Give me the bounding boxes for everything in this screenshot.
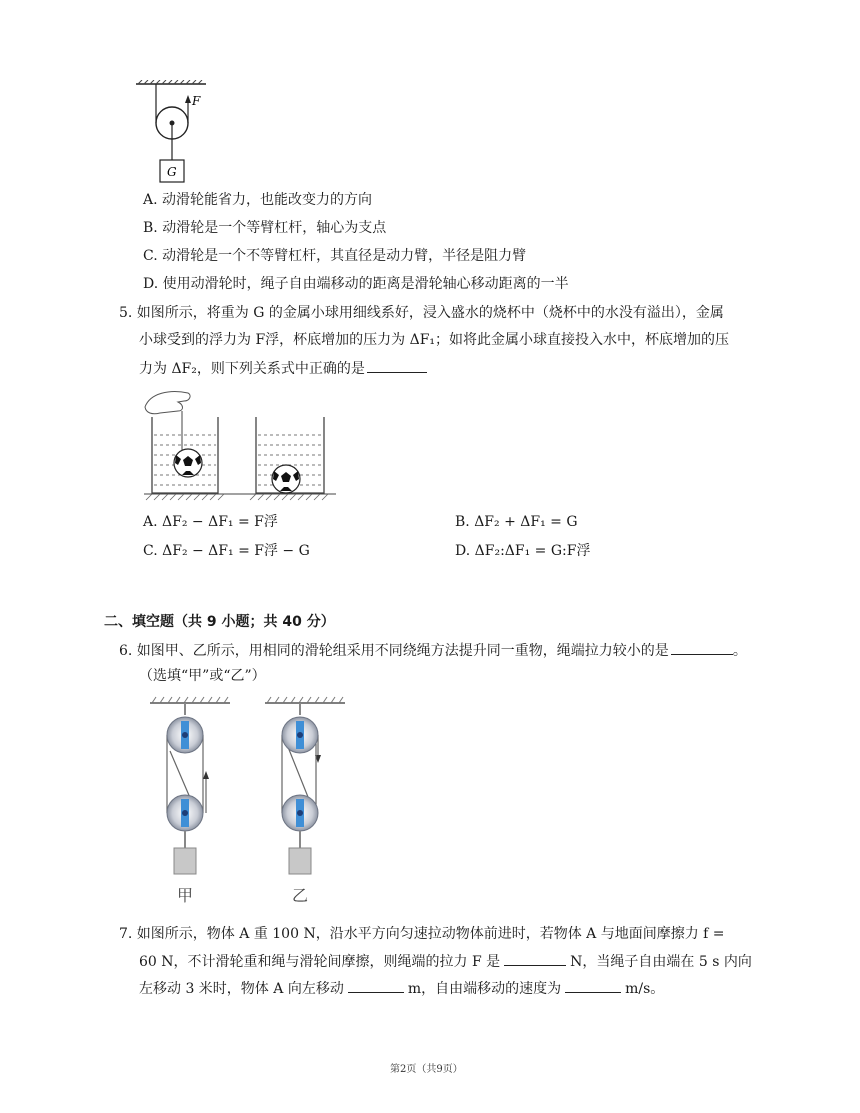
q4-option-b: B. 动滑轮是一个等臂杠杆，轴心为支点 xyxy=(143,220,387,236)
q6-answer-blank[interactable] xyxy=(671,640,733,655)
section-title-fill-in: 二、填空题（共 9 小题；共 40 分） xyxy=(104,614,335,630)
q5-option-a: A. ΔF₂ − ΔF₁ = F浮 xyxy=(143,514,278,530)
q5-option-b: B. ΔF₂ + ΔF₁ = G xyxy=(455,514,578,530)
q5-line-3 xyxy=(139,358,427,379)
beaker-ball-figure xyxy=(140,385,340,505)
q5-option-c: C. ΔF₂ − ΔF₁ = F浮 − G xyxy=(143,543,310,559)
movable-pulley-figure xyxy=(130,80,220,185)
q6-line-1-text: 6. 如图甲、乙所示，用相同的滑轮组采用不同绕绳方法提升同一重物，绳端拉力较小的是 xyxy=(119,643,669,659)
q6-line-1 xyxy=(119,640,747,661)
q7-line-1: 7. 如图所示，物体 A 重 100 N，沿水平方向匀速拉动物体前进时，若物体 A 与地面间摩擦力 f = xyxy=(119,926,725,942)
q4-option-d: D. 使用动滑轮时，绳子自由端移动的距离是滑轮轴心移动距离的一半 xyxy=(143,276,569,292)
q7-line-3-text-c: m/s。 xyxy=(625,981,665,997)
q4-option-c: C. 动滑轮是一个不等臂杠杆，其直径是动力臂，半径是阻力臂 xyxy=(143,248,527,264)
q7-line-3-text-a: 左移动 3 米时，物体 A 向左移动 xyxy=(139,981,344,997)
q5-answer-blank[interactable] xyxy=(367,358,427,373)
force-label: F xyxy=(192,94,201,108)
q7-force-blank[interactable] xyxy=(504,951,566,966)
q7-speed-blank[interactable] xyxy=(565,978,621,993)
q7-distance-blank[interactable] xyxy=(348,978,404,993)
weight-label: G xyxy=(167,165,177,179)
q5-option-d: D. ΔF₂:ΔF₁ = G:F浮 xyxy=(455,543,591,559)
label-yi: 乙 xyxy=(292,886,309,905)
pulley-systems-figure xyxy=(140,695,350,910)
q5-line-3-text: 力为 ΔF₂，则下列关系式中正确的是 xyxy=(139,361,365,377)
q4-option-a: A. 动滑轮能省力，也能改变力的方向 xyxy=(143,192,373,208)
label-jia: 甲 xyxy=(177,886,194,905)
q7-line-3-text-b: m，自由端移动的速度为 xyxy=(407,981,562,997)
q6-line-1-end: 。 xyxy=(732,643,747,659)
q5-line-1: 5. 如图所示，将重为 G 的金属小球用细线系好，浸入盛水的烧杯中（烧杯中的水没有溢出），金属 xyxy=(119,305,724,321)
q5-line-2: 小球受到的浮力为 F浮，杯底增加的压力为 ΔF₁；如将此金属小球直接投入水中，杯底增加的压 xyxy=(139,332,730,348)
q6-line-2: （选填“甲”或“乙”） xyxy=(139,668,266,684)
q7-line-2-text-b: N，当绳子自由端在 5 s 内向 xyxy=(570,954,752,970)
page-footer: 第2页（共9页） xyxy=(390,1064,463,1075)
q7-line-3 xyxy=(139,978,664,999)
q7-line-2 xyxy=(139,951,752,972)
q7-line-2-text-a: 60 N，不计滑轮重和绳与滑轮间摩擦，则绳端的拉力 F 是 xyxy=(139,954,501,970)
